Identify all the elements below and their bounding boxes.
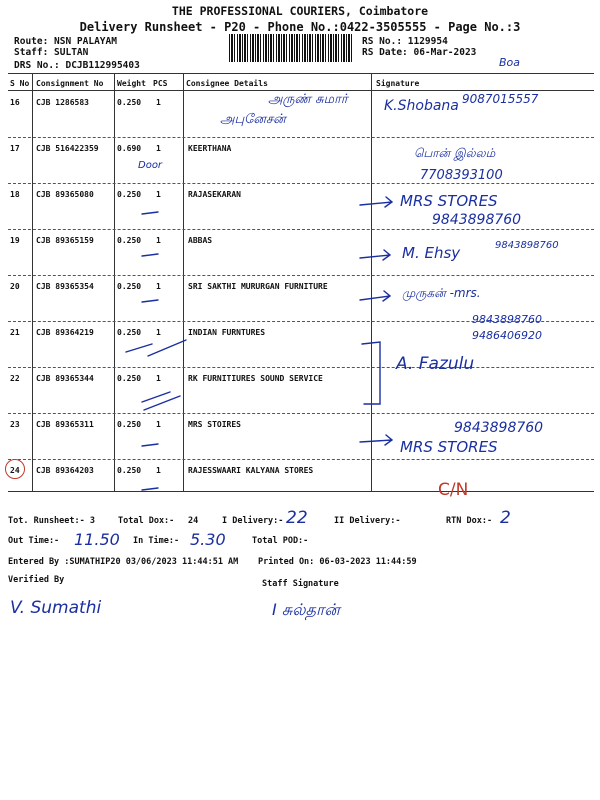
row-separator xyxy=(8,459,594,460)
row-pcs: 1 xyxy=(156,236,161,245)
row-sno: 18 xyxy=(10,190,20,199)
row-weight: 0.250 xyxy=(117,420,142,429)
staff-signature-label: Staff Signature xyxy=(262,579,339,589)
row-phone: 9087015557 xyxy=(462,92,539,106)
row-signature: பொன் இல்லம் xyxy=(414,146,496,160)
row-sno: 16 xyxy=(10,98,20,107)
dash-mark xyxy=(142,488,158,490)
row-signature: M. Ehsy xyxy=(402,244,461,262)
route-label: Route: NSN PALAYAM xyxy=(14,36,117,47)
row-separator xyxy=(8,275,594,276)
row-phone: 9843898760 xyxy=(454,420,544,436)
row-pcs: 1 xyxy=(156,282,161,291)
col-header-signature: Signature xyxy=(376,79,420,88)
row-signature: MRS STORES xyxy=(400,438,498,456)
company-name: THE PROFESSIONAL COURIERS, Coimbatore xyxy=(171,4,429,18)
row-consignee: SRI SAKTHI MURURGAN FURNITURE xyxy=(188,282,328,291)
row-handwritten-consignee: அருண் சுமார் xyxy=(268,92,348,107)
row-consignment-no: CJB 89365344 xyxy=(36,374,94,383)
row-weight: 0.250 xyxy=(117,466,142,475)
row-sno: 23 xyxy=(10,420,20,429)
row-weight-note: Door xyxy=(138,160,163,171)
row-sno: 22 xyxy=(10,374,20,383)
row-signature: MRS STORES xyxy=(400,192,498,210)
row-consignment-no: CJB 89364219 xyxy=(36,328,94,337)
row-consignee: KEERTHANA xyxy=(188,144,232,153)
total-dox-label: Total Dox:- xyxy=(118,516,175,526)
row-consignment-no: CJB 89365159 xyxy=(36,236,94,245)
rtn-dox-value: 2 xyxy=(500,508,511,528)
row-separator xyxy=(8,137,594,138)
out-time-value: 11.50 xyxy=(74,530,120,549)
row-phone: 9843898760 xyxy=(495,240,559,251)
row-sno: 17 xyxy=(10,144,20,153)
row-consignment-no: CJB 89365354 xyxy=(36,282,94,291)
row-separator xyxy=(8,413,594,414)
staff-signature: I சுல்தான் xyxy=(272,600,340,619)
arrow-mark xyxy=(360,291,390,301)
corner-note: Boa xyxy=(499,56,521,69)
row-consignee: RAJESSWAARI KALYANA STORES xyxy=(188,466,314,475)
row-pcs: 1 xyxy=(156,328,161,337)
row-weight: 0.250 xyxy=(117,236,142,245)
col-header-consignee: Consignee Details xyxy=(186,79,268,88)
row-weight: 0.690 xyxy=(117,144,142,153)
rtn-dox-label: RTN Dox:- xyxy=(446,516,493,526)
row-consignment-no: CJB 89365080 xyxy=(36,190,94,199)
row-phone: 7708393100 xyxy=(420,168,503,183)
row-sno: 19 xyxy=(10,236,20,245)
row-sno: 24 xyxy=(10,466,20,475)
staff-label: Staff: SULTAN xyxy=(14,47,89,58)
i-delivery-value: 22 xyxy=(286,508,308,528)
table-bottom-rule xyxy=(8,491,594,492)
total-pod-label: Total POD:- xyxy=(252,536,309,546)
row-separator xyxy=(8,367,594,368)
row-weight: 0.250 xyxy=(117,282,142,291)
row-separator xyxy=(8,183,594,184)
row-signature: A. Fazulu xyxy=(396,354,475,374)
arrow-mark xyxy=(360,435,392,445)
table-header-rule xyxy=(8,90,594,91)
row-pcs: 1 xyxy=(156,98,161,107)
row-consignment-no: CJB 89364203 xyxy=(36,466,94,475)
dash-mark xyxy=(142,212,158,214)
row-handwritten-consignee-2: அபுனேசன் xyxy=(220,112,286,127)
total-dox-value: 24 xyxy=(188,516,199,526)
dash-mark xyxy=(142,392,170,402)
row-separator xyxy=(8,229,594,230)
row-pcs: 1 xyxy=(156,374,161,383)
row-consignee: RAJASEKARAN xyxy=(188,190,241,199)
row-phone: 9843898760 9486406920 xyxy=(472,313,542,342)
i-delivery-label: I Delivery:- xyxy=(222,516,284,526)
row-pcs: 1 xyxy=(156,190,161,199)
row-consignment-no: CJB 516422359 xyxy=(36,144,99,153)
row-consignment-no: CJB 1286583 xyxy=(36,98,89,107)
dash-mark xyxy=(142,444,158,446)
tot-runsheet: Tot. Runsheet:- 3 xyxy=(8,516,95,526)
row-signature: C/N xyxy=(438,480,469,500)
entered-by: Entered By :SUMATHIP20 03/06/2023 11:44:51 AM xyxy=(8,557,239,567)
col-divider xyxy=(183,73,184,491)
out-time-label: Out Time:- xyxy=(8,536,60,546)
row-sno: 20 xyxy=(10,282,20,291)
row-weight: 0.250 xyxy=(117,190,142,199)
row-signature: முருகன் -mrs. xyxy=(402,286,481,300)
in-time-label: In Time:- xyxy=(133,536,180,546)
verified-by-label: Verified By xyxy=(8,575,65,585)
table-top-rule xyxy=(8,73,594,74)
row-weight: 0.250 xyxy=(117,98,142,107)
dash-mark xyxy=(142,300,158,302)
dash-mark xyxy=(148,340,186,356)
col-header-sno: S No xyxy=(10,79,30,88)
col-header-consignment: Consignment No xyxy=(36,79,104,88)
row-pcs: 1 xyxy=(156,420,161,429)
row-signature: K.Shobana xyxy=(384,98,459,114)
col-divider xyxy=(114,73,115,491)
row-consignee: RK FURNITIURES SOUND SERVICE xyxy=(188,374,323,383)
dash-mark xyxy=(126,344,152,352)
col-divider xyxy=(371,73,372,491)
row-consignee: ABBAS xyxy=(188,236,213,245)
runsheet-title: Delivery Runsheet - P20 - Phone No.:0422-3505555 - Page No.:3 xyxy=(79,20,521,34)
row-consignment-no: CJB 89365311 xyxy=(36,420,94,429)
dash-mark xyxy=(144,396,180,410)
row-sno: 21 xyxy=(10,328,20,337)
barcode xyxy=(229,34,353,62)
arrow-mark xyxy=(360,250,390,260)
rs-date: RS Date: 06-Mar-2023 xyxy=(362,47,477,58)
row-phone: 9843898760 xyxy=(432,212,522,228)
col-divider xyxy=(32,73,33,491)
row-pcs: 1 xyxy=(156,144,161,153)
row-consignee: INDIAN FURNTURES xyxy=(188,328,266,337)
col-header-weight: Weight xyxy=(117,79,146,88)
dash-mark xyxy=(142,254,158,256)
row-consignee: MRS STOIRES xyxy=(188,420,241,429)
row-pcs: 1 xyxy=(156,466,161,475)
printed-on: Printed On: 06-03-2023 11:44:59 xyxy=(258,557,417,567)
row-weight: 0.250 xyxy=(117,328,142,337)
col-header-pcs: PCS xyxy=(153,79,168,88)
verified-signature: V. Sumathi xyxy=(10,598,102,618)
rs-number: RS No.: 1129954 xyxy=(362,36,448,47)
drs-number: DRS No.: DCJB112995403 xyxy=(14,60,140,71)
row-weight: 0.250 xyxy=(117,374,142,383)
in-time-value: 5.30 xyxy=(190,530,226,549)
ii-delivery-label: II Delivery:- xyxy=(334,516,401,526)
arrow-mark xyxy=(360,197,392,207)
